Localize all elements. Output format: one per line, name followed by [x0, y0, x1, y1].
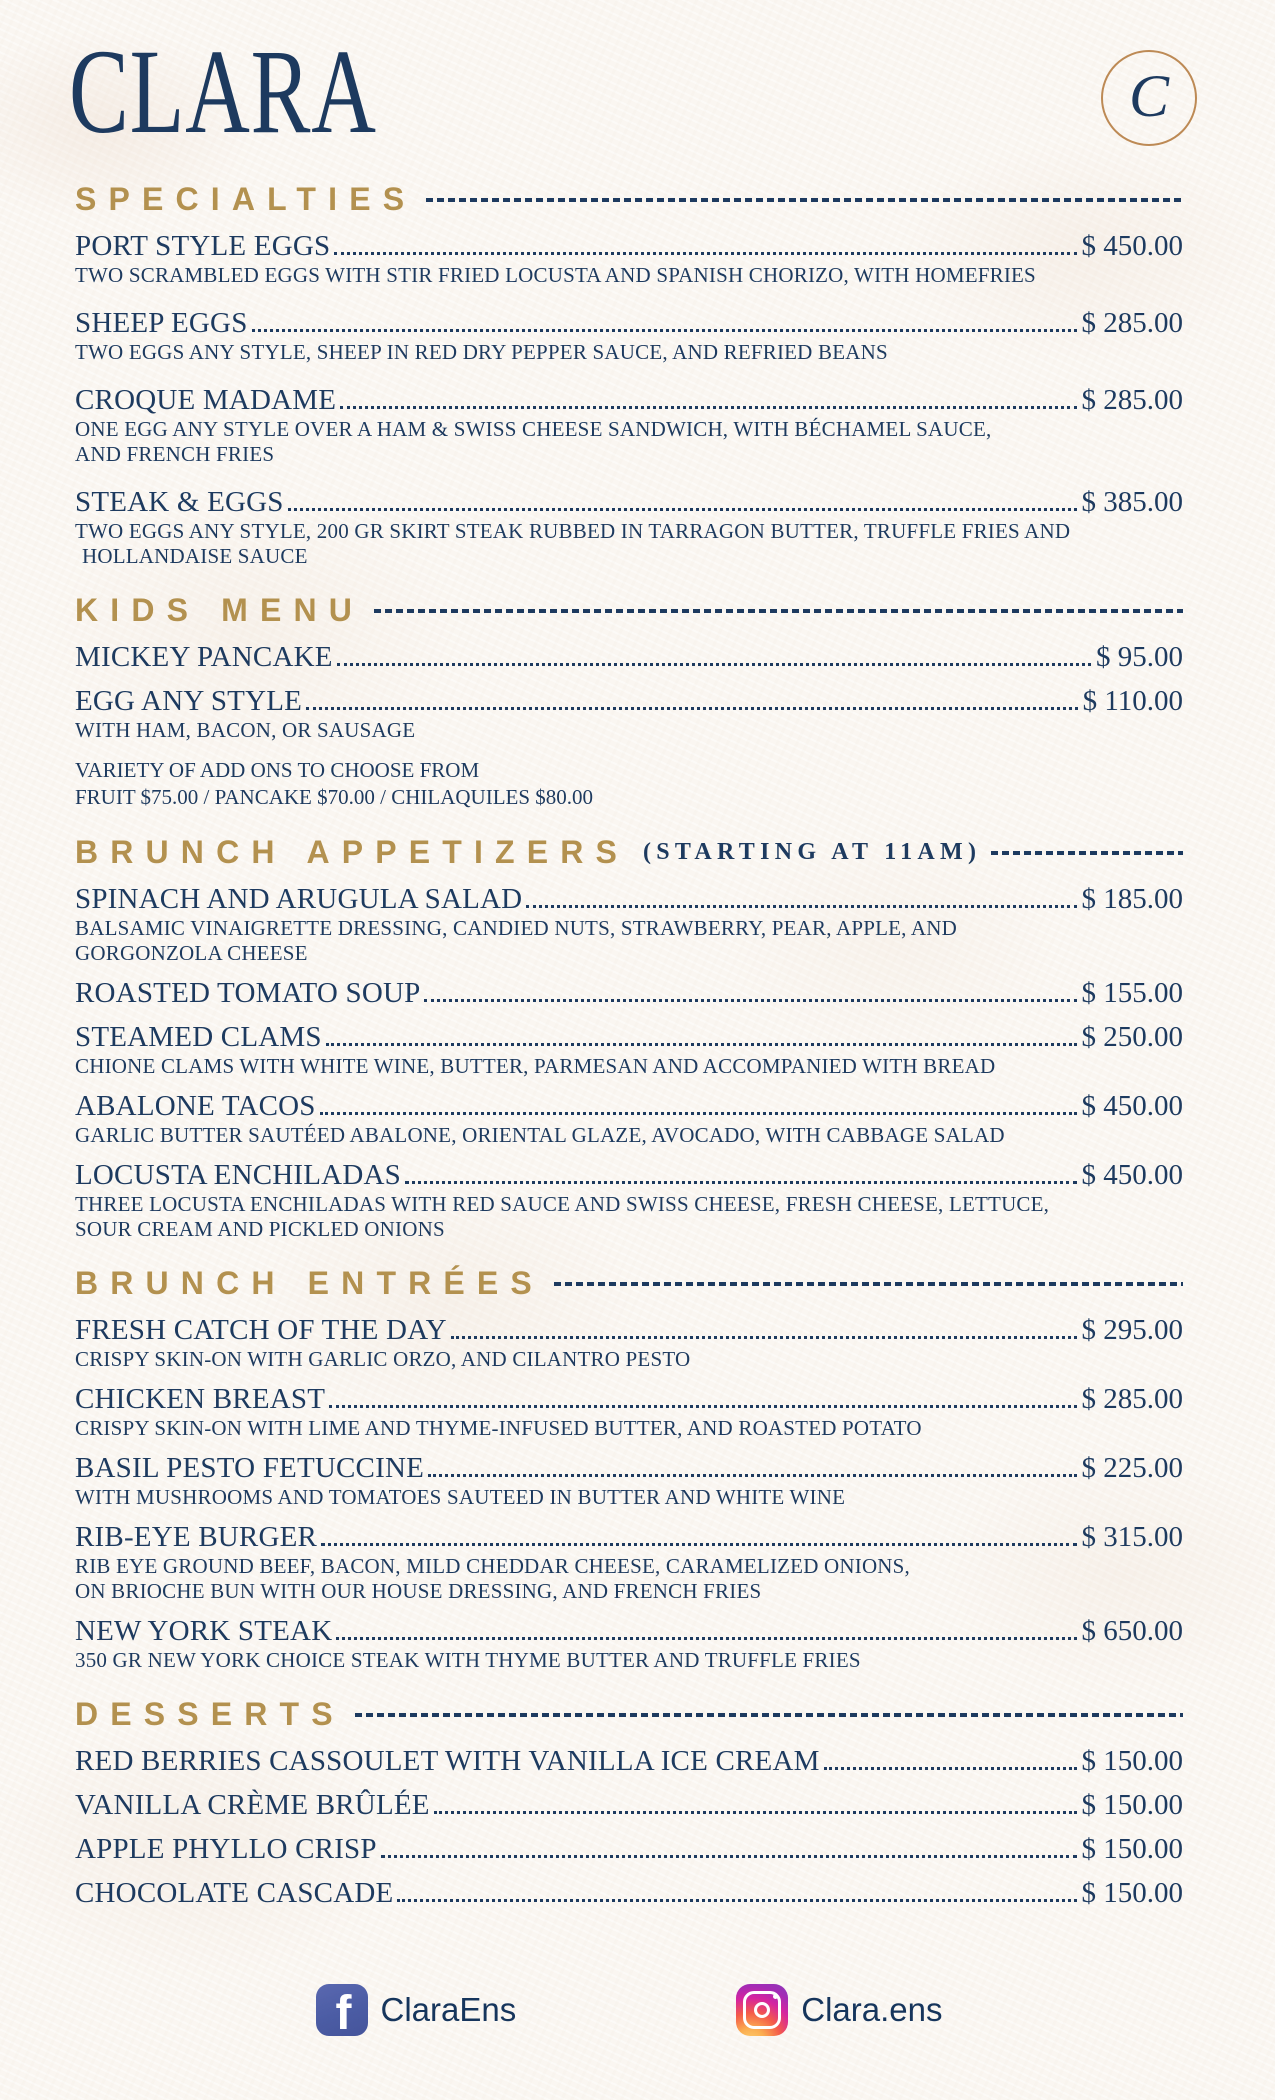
item-price: $ 155.00	[1081, 977, 1183, 1009]
section-kids-menu	[75, 589, 1183, 811]
item-row	[75, 230, 1183, 263]
item-price: $ 450.00	[1081, 230, 1183, 262]
item-row	[75, 1789, 1183, 1822]
dotted-leader	[428, 1474, 1076, 1477]
item-price: $ 385.00	[1081, 486, 1183, 518]
note-line: VARIETY OF ADD ONS TO CHOOSE FROM	[75, 758, 480, 782]
item-name: PORT STYLE EGGS	[75, 230, 331, 262]
item-row	[75, 1833, 1183, 1866]
item-description: SOUR CREAM AND PICKLED ONIONS	[75, 1217, 445, 1241]
item-price: $ 285.00	[1081, 384, 1183, 416]
item-description: GARLIC BUTTER SAUTÉED ABALONE, ORIENTAL GLAZE, AVOCADO, WITH CABBAGE SALAD	[75, 1123, 1005, 1147]
dotted-leader	[321, 1543, 1076, 1546]
section-brunch-entrees	[75, 1262, 1183, 1673]
dotted-leader	[381, 1855, 1077, 1858]
item-description: ON BRIOCHE BUN WITH OUR HOUSE DRESSING, AND FRENCH FRIES	[75, 1579, 762, 1603]
section-title: DESSERTS	[75, 1695, 345, 1732]
monogram-letter: C	[1128, 63, 1170, 129]
item-description: CRISPY SKIN-ON WITH GARLIC ORZO, AND CILANTRO PESTO	[75, 1347, 691, 1371]
item-price: $ 315.00	[1081, 1521, 1183, 1553]
menu-item	[75, 1521, 1183, 1604]
item-row	[75, 1615, 1183, 1648]
header	[69, 24, 1183, 159]
item-price: $ 95.00	[1096, 641, 1183, 673]
menu-item	[75, 1314, 1183, 1372]
item-row	[75, 1090, 1183, 1123]
item-name: VANILLA CRÈME BRÛLÉE	[75, 1789, 430, 1821]
section-header	[75, 178, 1183, 220]
item-name: STEAK & EGGS	[75, 486, 284, 518]
item-row	[75, 977, 1183, 1010]
item-row	[75, 384, 1183, 417]
instagram-link[interactable]	[736, 1984, 942, 2036]
instagram-icon	[736, 1984, 788, 2036]
item-description: THREE LOCUSTA ENCHILADAS WITH RED SAUCE AND SWISS CHEESE, FRESH CHEESE, LETTUCE,	[75, 1192, 1050, 1216]
section-specialties	[75, 178, 1183, 569]
item-name: CHICKEN BREAST	[75, 1383, 326, 1415]
item-price: $ 110.00	[1082, 685, 1183, 717]
dotted-leader	[334, 252, 1076, 255]
menu-item	[75, 685, 1183, 743]
item-name: NEW YORK STEAK	[75, 1615, 333, 1647]
section-subtitle: (STARTING AT 11AM)	[643, 838, 982, 865]
item-description: TWO SCRAMBLED EGGS WITH STIR FRIED LOCUSTA AND SPANISH CHORIZO, WITH HOMEFRIES	[75, 263, 1036, 287]
item-description: TWO EGGS ANY STYLE, SHEEP IN RED DRY PEPPER SAUCE, AND REFRIED BEANS	[75, 340, 888, 364]
menu-item	[75, 307, 1183, 365]
menu-item	[75, 1745, 1183, 1778]
item-price: $ 285.00	[1081, 307, 1183, 339]
instagram-lens	[754, 2002, 770, 2018]
item-name: STEAMED CLAMS	[75, 1021, 322, 1053]
item-price: $ 295.00	[1081, 1314, 1183, 1346]
menu-item	[75, 883, 1183, 966]
menu-item	[75, 486, 1183, 569]
section-brunch-appetizers	[75, 831, 1183, 1242]
item-name: ABALONE TACOS	[75, 1090, 316, 1122]
item-description: TWO EGGS ANY STYLE, 200 GR SKIRT STEAK RUBBED IN TARRAGON BUTTER, TRUFFLE FRIES AND	[75, 519, 1071, 543]
menu-item	[75, 1452, 1183, 1510]
item-description: WITH HAM, BACON, OR SAUSAGE	[75, 718, 416, 742]
item-name: SHEEP EGGS	[75, 307, 248, 339]
dotted-leader	[288, 508, 1077, 511]
item-description: CRISPY SKIN-ON WITH LIME AND THYME-INFUSED BUTTER, AND ROASTED POTATO	[75, 1416, 922, 1440]
item-name: APPLE PHYLLO CRISP	[75, 1833, 377, 1865]
item-price: $ 450.00	[1081, 1159, 1183, 1191]
item-name: CHOCOLATE CASCADE	[75, 1877, 394, 1909]
item-description: HOLLANDAISE SAUCE	[82, 544, 308, 568]
facebook-link[interactable]	[316, 1984, 517, 2036]
section-divider	[426, 198, 1183, 202]
item-price: $ 450.00	[1081, 1090, 1183, 1122]
section-header	[75, 1693, 1183, 1735]
dotted-leader	[405, 1181, 1077, 1184]
item-name: RIB-EYE BURGER	[75, 1521, 318, 1553]
facebook-icon: f	[316, 1984, 368, 2036]
dotted-leader	[340, 406, 1076, 409]
section-header	[75, 1262, 1183, 1304]
item-description: BALSAMIC VINAIGRETTE DRESSING, CANDIED NUTS, STRAWBERRY, PEAR, APPLE, AND	[75, 916, 957, 940]
brand-monogram	[1101, 50, 1197, 146]
item-description: RIB EYE GROUND BEEF, BACON, MILD CHEDDAR CHEESE, CARAMELIZED ONIONS,	[75, 1554, 910, 1578]
menu-item	[75, 977, 1183, 1010]
item-row	[75, 1877, 1183, 1910]
item-name: FRESH CATCH OF THE DAY	[75, 1314, 447, 1346]
section-title: BRUNCH ENTRÉES	[75, 1264, 544, 1301]
item-price: $ 225.00	[1081, 1452, 1183, 1484]
dotted-leader	[320, 1112, 1077, 1115]
dotted-leader	[526, 905, 1076, 908]
item-name: EGG ANY STYLE	[75, 685, 303, 717]
item-price: $ 285.00	[1081, 1383, 1183, 1415]
note-line: FRUIT $75.00 / PANCAKE $70.00 / CHILAQUILES $80.00	[75, 785, 594, 809]
section-divider	[355, 1713, 1183, 1717]
item-description: WITH MUSHROOMS AND TOMATOES SAUTEED IN BUTTER AND WHITE WINE	[75, 1485, 846, 1509]
item-name: BASIL PESTO FETUCCINE	[75, 1452, 425, 1484]
item-row	[75, 1021, 1183, 1054]
item-price: $ 150.00	[1081, 1877, 1183, 1909]
social-footer	[75, 1984, 1183, 2036]
instagram-handle: Clara.ens	[801, 1991, 943, 2028]
dotted-leader	[451, 1336, 1077, 1339]
menu-item	[75, 1789, 1183, 1822]
item-price: $ 185.00	[1081, 883, 1183, 915]
dotted-leader	[337, 663, 1091, 666]
facebook-handle: ClaraEns	[380, 1991, 517, 2028]
menu-item	[75, 1877, 1183, 1910]
item-row	[75, 641, 1183, 674]
section-divider	[374, 609, 1183, 613]
menu-item	[75, 1383, 1183, 1441]
item-name: LOCUSTA ENCHILADAS	[75, 1159, 401, 1191]
item-description: 350 GR NEW YORK CHOICE STEAK WITH THYME BUTTER AND TRUFFLE FRIES	[75, 1648, 861, 1672]
item-row	[75, 1159, 1183, 1192]
dotted-leader	[434, 1811, 1077, 1814]
item-row	[75, 307, 1183, 340]
dotted-leader	[424, 999, 1076, 1002]
kids-addons-note	[75, 757, 1183, 811]
section-title: SPECIALTIES	[75, 180, 417, 217]
item-row	[75, 1745, 1183, 1778]
section-title: KIDS MENU	[75, 591, 365, 628]
item-row	[75, 883, 1183, 916]
menu-item	[75, 230, 1183, 288]
section-header	[75, 831, 1183, 873]
dotted-leader	[252, 329, 1077, 332]
item-description: ONE EGG ANY STYLE OVER A HAM & SWISS CHEESE SANDWICH, WITH BÉCHAMEL SAUCE,	[75, 417, 992, 441]
item-row	[75, 1521, 1183, 1554]
dotted-leader	[397, 1899, 1076, 1902]
dotted-leader	[306, 707, 1077, 710]
menu-item	[75, 1615, 1183, 1673]
dotted-leader	[326, 1043, 1077, 1046]
item-name: MICKEY PANCAKE	[75, 641, 333, 673]
menu-item	[75, 1021, 1183, 1079]
item-name: CROQUE MADAME	[75, 384, 337, 416]
menu-item	[75, 1833, 1183, 1866]
dotted-leader	[329, 1405, 1076, 1408]
item-row	[75, 1314, 1183, 1347]
dotted-leader	[824, 1767, 1077, 1770]
item-description: AND FRENCH FRIES	[75, 442, 275, 466]
menu-item	[75, 641, 1183, 674]
item-price: $ 150.00	[1081, 1833, 1183, 1865]
item-price: $ 650.00	[1081, 1615, 1183, 1647]
item-name: ROASTED TOMATO SOUP	[75, 977, 421, 1009]
item-row	[75, 486, 1183, 519]
menu-item	[75, 1090, 1183, 1148]
section-divider	[554, 1282, 1183, 1286]
item-description: GORGONZOLA CHEESE	[75, 941, 308, 965]
section-header	[75, 589, 1183, 631]
item-name: RED BERRIES CASSOULET WITH VANILLA ICE CREAM	[75, 1745, 820, 1777]
item-price: $ 250.00	[1081, 1021, 1183, 1053]
menu-item	[75, 1159, 1183, 1242]
menu-item	[75, 384, 1183, 467]
section-divider	[991, 851, 1183, 855]
item-row	[75, 1383, 1183, 1416]
item-price: $ 150.00	[1081, 1745, 1183, 1777]
brand-logo: CLARA	[69, 24, 377, 159]
section-desserts	[75, 1693, 1183, 1910]
item-price: $ 150.00	[1081, 1789, 1183, 1821]
item-row	[75, 1452, 1183, 1485]
item-description: CHIONE CLAMS WITH WHITE WINE, BUTTER, PARMESAN AND ACCOMPANIED WITH BREAD	[75, 1054, 996, 1078]
item-row	[75, 685, 1183, 718]
dotted-leader	[336, 1637, 1076, 1640]
section-title: BRUNCH APPETIZERS	[75, 833, 630, 870]
item-name: SPINACH AND ARUGULA SALAD	[75, 883, 523, 915]
